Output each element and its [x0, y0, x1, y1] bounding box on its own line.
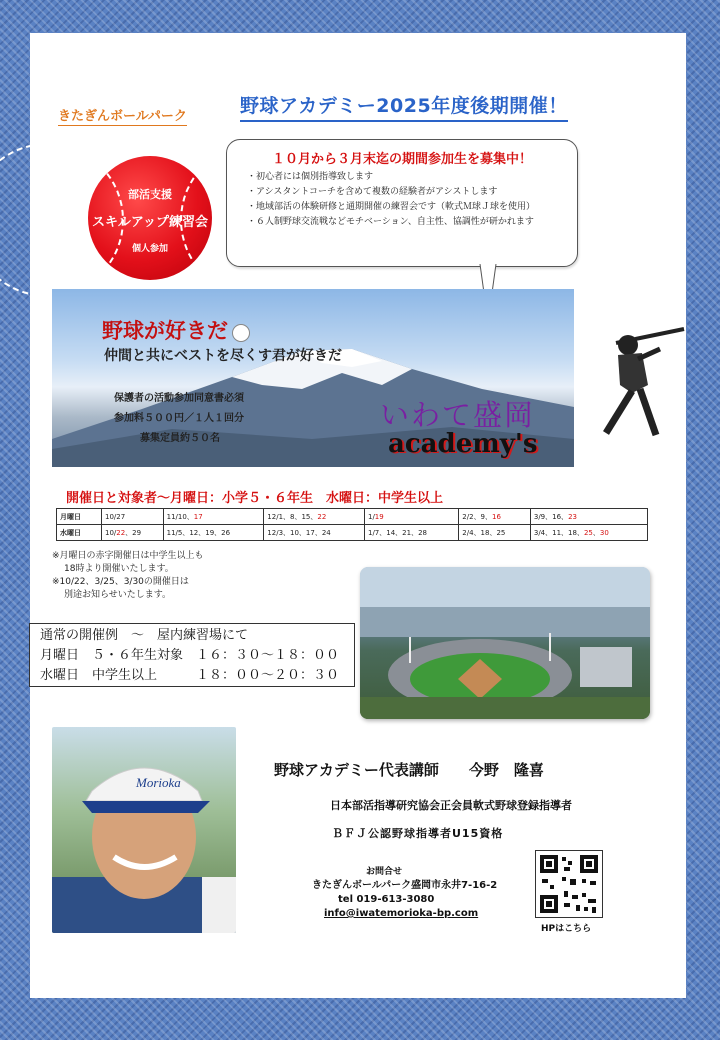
schedule-date: 12/3、10、17、24	[267, 528, 331, 537]
note-line: 18時より開催いたします。	[64, 564, 174, 574]
contact-tel[interactable]: tel 019-613-3080	[338, 894, 435, 905]
stadium-photo	[360, 567, 650, 719]
instructor-photo	[52, 727, 236, 933]
schedule-row-label: 月曜日	[57, 509, 102, 525]
schedule-date: 10/	[105, 528, 117, 537]
badge-line-1: 部活支援	[128, 188, 172, 201]
banner-info-line: 保護者の活動参加同意書必須	[114, 393, 244, 404]
schedule-date: 、	[592, 528, 600, 537]
headline: 野球アカデミー2025年度後期開催！	[240, 91, 568, 122]
schedule-cell	[364, 525, 458, 541]
schedule-date: 2/2、9、	[462, 512, 493, 521]
stadium-illustration	[360, 567, 650, 719]
instructor-name: 野球アカデミー代表講師 今野 隆喜	[274, 761, 544, 779]
schedule-date: 30	[599, 528, 609, 537]
qr-code-icon[interactable]	[535, 850, 603, 918]
schedule-row-label: 水曜日	[57, 525, 102, 541]
schedule-date: 11/5、12、19、26	[166, 528, 231, 537]
schedule-notes	[52, 550, 204, 602]
schedule-cell	[364, 509, 458, 525]
contact-email[interactable]: info@iwatemorioka-bp.com	[324, 908, 479, 919]
recruit-item: ・ ６人制野球交流戦などモチベーション、自主性、協調性が研かれます	[247, 215, 535, 230]
contact-block	[312, 865, 497, 921]
schedule-cell	[163, 509, 264, 525]
schedule-date: 10/27	[105, 512, 126, 521]
schedule-date: 12/1、8、15、	[267, 512, 318, 521]
schedule-date: 22	[317, 512, 327, 521]
schedule-date: 1/7、14、21、28	[367, 528, 427, 537]
schedule-date: 25	[583, 528, 593, 537]
note-line: ※10/22、3/25、3/30の開催日は	[52, 577, 189, 587]
qr-label: HPはこちら	[541, 924, 592, 934]
instructor-illustration	[52, 727, 236, 933]
academy-logo-jp: いわて盛岡	[380, 398, 536, 432]
schedule-row	[57, 525, 648, 541]
schedule-cell	[264, 509, 365, 525]
recruit-item: ・ 地域部活の体験研修と通期開催の練習会です（軟式Ｍ球Ｊ球を使用）	[247, 200, 535, 215]
schedule-cell	[102, 525, 164, 541]
badge-line-2: スキルアップ練習会	[92, 215, 208, 230]
note-line: ※月曜日の赤字開催日は中学生以上も	[52, 551, 204, 561]
schedule-cell	[102, 509, 164, 525]
note-line: 別途お知らせいたします。	[64, 590, 172, 600]
schedule-row	[57, 509, 648, 525]
banner-info-line: 参加料５００円／１人１回分	[114, 413, 244, 424]
schedule-date: 11/10、	[166, 512, 194, 521]
hours-row-monday: 月曜日 ５・６年生対象 １６：３０～１８：００	[40, 648, 340, 663]
recruit-item: ・ 初心者には個別指導致します	[247, 170, 535, 185]
contact-address: きたぎんボールパーク盛岡市永井7-16-2	[312, 880, 498, 891]
schedule-cell	[459, 525, 531, 541]
schedule-date: 23	[568, 512, 577, 521]
recruit-list	[247, 170, 535, 230]
flyer-sheet	[30, 33, 686, 998]
schedule-date: 3/9、16、	[533, 512, 569, 521]
baseball-badge	[88, 156, 212, 280]
schedule-table	[56, 508, 648, 541]
schedule-cell	[459, 509, 531, 525]
qr-pattern	[536, 851, 602, 917]
schedule-date: 16	[492, 512, 501, 521]
contact-heading: お問合せ	[366, 867, 403, 877]
banner-title: 野球が好きだ	[102, 315, 250, 345]
baseball-icon	[232, 324, 250, 342]
credential-2: ＢＦＪ公認野球指導者U15資格	[332, 827, 504, 840]
hours-title: 通常の開催例 ～ 屋内練習場にて	[40, 628, 249, 643]
recruit-item: ・ アシスタントコーチを含めて複数の経験者がアシストします	[247, 185, 535, 200]
recruit-title: １０月から３月末迄の期間参加生を募集中！	[271, 152, 532, 167]
badge-line-3: 個人参加	[131, 244, 168, 254]
schedule-date: 3/4、11、18、	[533, 528, 584, 537]
schedule-date: 17	[193, 512, 203, 521]
schedule-date: 19	[374, 512, 384, 521]
mountain-banner	[52, 289, 574, 467]
schedule-date: 2/4、18、25	[462, 528, 506, 537]
schedule-cell	[264, 525, 365, 541]
schedule-cell	[530, 525, 647, 541]
schedule-date: 22	[116, 528, 126, 537]
hours-box	[29, 623, 355, 687]
schedule-date: 1/	[367, 512, 375, 521]
schedule-title: 開催日と対象者～月曜日：小学５・６年生 水曜日：中学生以上	[66, 491, 444, 506]
schedule-cell	[163, 525, 264, 541]
brand-label: きたぎんボールパーク	[58, 105, 187, 126]
recruit-bubble	[226, 139, 578, 267]
banner-info-line: 募集定員約５０名	[140, 433, 220, 444]
banner-info	[114, 389, 244, 449]
cap-text: Morioka	[136, 775, 181, 790]
schedule-cell	[530, 509, 647, 525]
banner-subtitle: 仲間と共にベストを尽くす君が好きだ	[104, 348, 342, 364]
hours-row-wednesday: 水曜日 中学生以上 １８：００～２０：３０	[40, 668, 340, 683]
credential-1: 日本部活指導研究協会正会員軟式野球登録指導者	[330, 799, 572, 812]
schedule-date: 、29	[125, 528, 142, 537]
academy-logo-en: academy's	[388, 429, 538, 459]
batter-silhouette-icon	[576, 323, 686, 443]
